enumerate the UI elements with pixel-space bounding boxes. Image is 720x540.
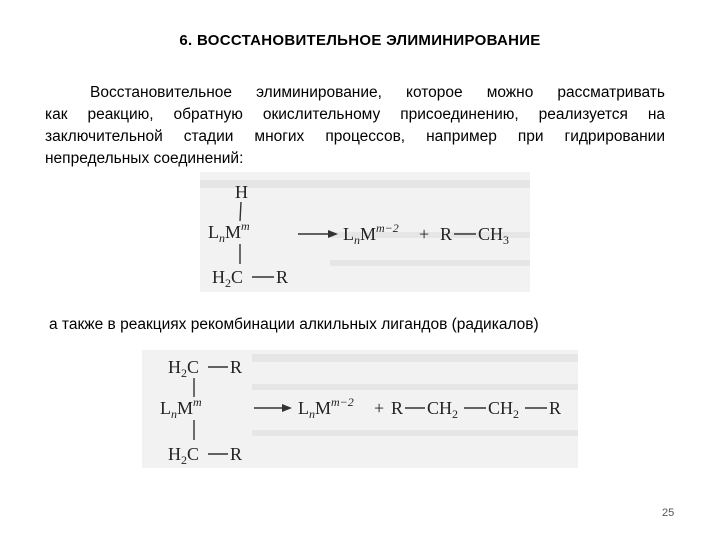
product-r-label: R bbox=[549, 398, 562, 418]
bottom-r-label: R bbox=[230, 444, 243, 464]
background-shading bbox=[200, 180, 530, 188]
top-atom-label: H bbox=[235, 182, 248, 202]
bottom-group-label: $H_2C$ bbox=[168, 444, 200, 467]
product-ch2-label: $CH_2$ bbox=[488, 398, 520, 421]
reaction-scheme-1-graphic bbox=[200, 172, 530, 292]
top-r-label: R bbox=[230, 357, 243, 377]
caption-text: а также в реакциях рекомбинации алкильных лигандов (радикалов) bbox=[49, 316, 539, 333]
reaction-scheme-2 bbox=[142, 350, 578, 468]
product-r-label: R bbox=[391, 398, 404, 418]
plus-sign: + bbox=[419, 224, 430, 244]
page-number: 25 bbox=[662, 507, 675, 519]
background-shading bbox=[252, 430, 578, 436]
product-metal-label: $L_nM^{m-2}$ bbox=[343, 221, 399, 247]
top-group-label: $H_2C$ bbox=[168, 357, 200, 380]
background-shading bbox=[252, 384, 578, 390]
product-r-label: R bbox=[440, 224, 453, 244]
reaction-scheme-2-graphic bbox=[142, 350, 578, 468]
product-methyl-label: $CH_3$ bbox=[478, 224, 510, 247]
paragraph-line: Восстановительное элиминирование, которое можно рассматривать bbox=[90, 84, 665, 101]
bottom-group-label: $H_2C$ bbox=[212, 267, 244, 290]
slide-title: 6. ВОССТАНОВИТЕЛЬНОЕ ЭЛИМИНИРОВАНИЕ bbox=[179, 32, 541, 49]
product-metal-label: $L_nM^{m-2}$ bbox=[298, 395, 354, 421]
plus-sign: + bbox=[374, 398, 385, 418]
paragraph-line: как реакцию, обратную окислительному присоединению, реализуется на bbox=[45, 106, 665, 123]
reaction-arrow-head bbox=[282, 404, 292, 412]
bottom-r-label: R bbox=[276, 267, 289, 287]
product-ch2-label: $CH_2$ bbox=[427, 398, 459, 421]
metal-complex-label: $L_nM^m$ bbox=[160, 395, 202, 421]
paragraph-line: заключительной стадии многих процессов, например при гидрировании bbox=[45, 128, 665, 145]
background-shading bbox=[252, 354, 578, 362]
background-shading bbox=[330, 260, 530, 266]
paragraph-line: непредельных соединений: bbox=[45, 150, 244, 167]
body-paragraph bbox=[45, 82, 665, 170]
reaction-scheme-1 bbox=[200, 172, 530, 292]
metal-complex-label: $L_nM^m$ bbox=[208, 219, 250, 245]
